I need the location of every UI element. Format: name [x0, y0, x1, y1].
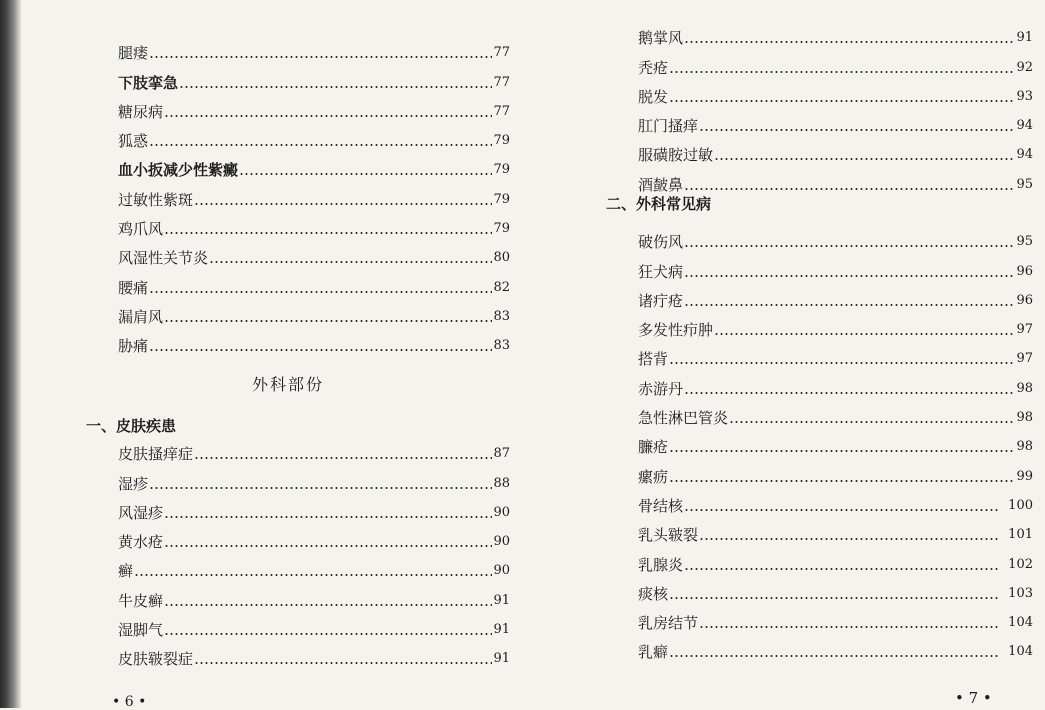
section-title: 二、外科常见病 — [606, 195, 712, 213]
dot-leader — [164, 633, 492, 635]
entry-label: 皮肤皲裂症 — [118, 650, 194, 669]
entry-page: 97 — [1016, 322, 1033, 338]
dot-leader — [164, 545, 492, 547]
entry-page: 80 — [493, 250, 510, 266]
entry-page: 91 — [1016, 30, 1033, 46]
toc-entry[interactable] — [118, 639, 510, 668]
dot-leader — [684, 188, 1015, 190]
toc-entry[interactable] — [118, 150, 510, 179]
entry-label: 皮肤搔痒症 — [118, 445, 194, 464]
toc-entry[interactable] — [638, 603, 1033, 632]
toc-entry[interactable] — [118, 463, 510, 492]
toc-entry[interactable] — [638, 47, 1033, 76]
toc-entry[interactable] — [118, 33, 510, 62]
entry-label: 乳头皲裂 — [638, 526, 699, 545]
entry-label: 鹅掌风 — [638, 29, 684, 48]
dot-leader — [714, 333, 1015, 335]
entry-label: 急性淋巴管炎 — [638, 409, 729, 428]
dot-leader — [149, 349, 492, 351]
entry-page: 88 — [493, 475, 510, 491]
dot-leader — [194, 457, 492, 459]
entry-label: 多发性疖肿 — [638, 321, 714, 340]
dot-leader — [684, 509, 999, 511]
entry-label: 破伤风 — [638, 233, 684, 252]
toc-entry[interactable] — [638, 574, 1033, 603]
entry-page: 79 — [493, 133, 510, 149]
toc-entry[interactable] — [118, 92, 510, 121]
entry-page: 91 — [493, 592, 510, 608]
left-page-section-list — [118, 434, 510, 668]
entry-label: 鸡爪风 — [118, 220, 164, 239]
entry-label: 下肢挛急 — [118, 73, 179, 92]
toc-entry[interactable] — [638, 339, 1033, 368]
entry-label: 过敏性紫斑 — [118, 190, 194, 209]
book-spine-shadow — [0, 0, 22, 708]
toc-entry[interactable] — [638, 310, 1033, 339]
dot-leader — [669, 450, 1015, 452]
entry-label: 胁痛 — [118, 337, 149, 356]
dot-leader — [669, 480, 1015, 482]
entry-label: 臁疮 — [638, 438, 669, 457]
entry-page: 90 — [493, 504, 510, 520]
entry-page: 101 — [1008, 527, 1033, 543]
entry-label: 秃疮 — [638, 58, 669, 77]
left-page-top-list — [118, 33, 510, 355]
dot-leader — [239, 173, 492, 175]
entry-label: 脱发 — [638, 87, 669, 106]
dot-leader — [669, 655, 999, 657]
dot-leader — [164, 232, 492, 234]
entry-page: 92 — [1016, 59, 1033, 75]
toc-entry[interactable] — [118, 179, 510, 208]
entry-page: 102 — [1008, 556, 1033, 572]
toc-entry[interactable] — [118, 267, 510, 296]
entry-label: 搭背 — [638, 350, 669, 369]
toc-entry[interactable] — [638, 281, 1033, 310]
entry-page: 90 — [493, 563, 510, 579]
toc-entry[interactable] — [118, 297, 510, 326]
entry-page: 93 — [1016, 88, 1033, 104]
right-page-section-list — [638, 222, 1033, 661]
entry-label: 风湿疹 — [118, 503, 164, 522]
toc-entry[interactable] — [638, 515, 1033, 544]
entry-label: 腿瘘 — [118, 44, 149, 63]
entry-label: 赤游丹 — [638, 379, 684, 398]
entry-page: 94 — [1016, 147, 1033, 163]
entry-page: 97 — [1016, 351, 1033, 367]
entry-label: 癣 — [118, 562, 134, 581]
toc-entry[interactable] — [118, 62, 510, 91]
dot-leader — [164, 516, 492, 518]
dot-leader — [194, 203, 492, 205]
toc-entry[interactable] — [118, 434, 510, 463]
toc-entry[interactable] — [638, 251, 1033, 280]
entry-page: 77 — [493, 45, 510, 61]
entry-page: 98 — [1016, 439, 1033, 455]
entry-page: 94 — [1016, 118, 1033, 134]
dot-leader — [669, 100, 1015, 102]
page-number: • 7 • — [955, 689, 992, 707]
dot-leader — [684, 245, 1015, 247]
toc-entry[interactable] — [118, 238, 510, 267]
entry-label: 血小扳减少性紫癜 — [118, 161, 239, 180]
toc-entry[interactable] — [638, 632, 1033, 661]
entry-page: 98 — [1016, 380, 1033, 396]
entry-page: 96 — [1016, 292, 1033, 308]
toc-entry[interactable] — [638, 77, 1033, 106]
entry-label: 牛皮癣 — [118, 591, 164, 610]
dot-leader — [699, 538, 999, 540]
entry-label: 糖尿病 — [118, 102, 164, 121]
toc-entry[interactable] — [118, 326, 510, 355]
dot-leader — [669, 362, 1015, 364]
entry-label: 骨结核 — [638, 496, 684, 515]
dot-leader — [684, 275, 1015, 277]
toc-entry[interactable] — [118, 493, 510, 522]
toc-entry[interactable] — [638, 164, 1033, 193]
entry-page: 90 — [493, 534, 510, 550]
entry-page: 95 — [1016, 234, 1033, 250]
toc-entry[interactable] — [638, 368, 1033, 397]
entry-label: 酒皶鼻 — [638, 175, 684, 194]
toc-entry[interactable] — [638, 135, 1033, 164]
dot-leader — [669, 597, 999, 599]
entry-label: 黄水疮 — [118, 533, 164, 552]
entry-page: 83 — [493, 338, 510, 354]
toc-entry[interactable] — [638, 398, 1033, 427]
toc-entry[interactable] — [118, 522, 510, 551]
dot-leader — [729, 421, 1015, 423]
toc-entry[interactable] — [638, 456, 1033, 485]
dot-leader — [669, 71, 1015, 73]
dot-leader — [684, 392, 1015, 394]
dot-leader — [164, 320, 492, 322]
entry-label: 腰痛 — [118, 278, 149, 297]
dot-leader — [149, 291, 492, 293]
entry-page: 79 — [493, 221, 510, 237]
entry-page: 77 — [493, 103, 510, 119]
entry-label: 湿脚气 — [118, 621, 164, 640]
entry-page: 104 — [1008, 615, 1033, 631]
entry-page: 100 — [1008, 497, 1033, 513]
entry-label: 瘰疬 — [638, 467, 669, 486]
entry-page: 83 — [493, 308, 510, 324]
entry-page: 87 — [493, 446, 510, 462]
entry-label: 狐惑 — [118, 132, 149, 151]
toc-entry[interactable] — [118, 209, 510, 238]
dot-leader — [134, 574, 492, 576]
dot-leader — [714, 158, 1015, 160]
entry-page: 95 — [1016, 176, 1033, 192]
toc-entry[interactable] — [638, 544, 1033, 573]
toc-entry[interactable] — [638, 18, 1033, 47]
entry-label: 诸疔疮 — [638, 291, 684, 310]
entry-page: 99 — [1016, 468, 1033, 484]
dot-leader — [164, 115, 492, 117]
dot-leader — [699, 626, 999, 628]
dot-leader — [149, 56, 492, 58]
dot-leader — [699, 129, 1015, 131]
toc-entry[interactable] — [118, 551, 510, 580]
entry-page: 103 — [1008, 585, 1033, 601]
toc-entry[interactable] — [638, 106, 1033, 135]
dot-leader — [149, 487, 492, 489]
entry-page: 79 — [493, 162, 510, 178]
entry-label: 乳房结节 — [638, 614, 699, 633]
dot-leader — [149, 144, 492, 146]
toc-entry[interactable] — [638, 427, 1033, 456]
dot-leader — [179, 86, 492, 88]
entry-label: 漏肩风 — [118, 307, 164, 326]
toc-entry[interactable] — [118, 580, 510, 609]
page-number: • 6 • — [112, 694, 147, 710]
entry-page: 98 — [1016, 410, 1033, 426]
dot-leader — [209, 261, 492, 263]
toc-entry[interactable] — [118, 121, 510, 150]
entry-label: 肛门搔痒 — [638, 117, 699, 136]
dot-leader — [194, 662, 492, 664]
dot-leader — [684, 568, 999, 570]
entry-label: 痰核 — [638, 584, 669, 603]
entry-page: 96 — [1016, 263, 1033, 279]
part-heading: 外科部份 — [252, 375, 325, 394]
entry-label: 乳癖 — [638, 643, 669, 662]
entry-page: 104 — [1008, 644, 1033, 660]
toc-entry[interactable] — [638, 486, 1033, 515]
entry-page: 91 — [493, 622, 510, 638]
entry-page: 77 — [493, 74, 510, 90]
toc-entry[interactable] — [118, 610, 510, 639]
entry-label: 湿疹 — [118, 474, 149, 493]
dot-leader — [164, 604, 492, 606]
entry-label: 乳腺炎 — [638, 555, 684, 574]
entry-label: 服磺胺过敏 — [638, 146, 714, 165]
dot-leader — [684, 41, 1015, 43]
entry-label: 风湿性关节炎 — [118, 249, 209, 268]
dot-leader — [684, 304, 1015, 306]
entry-label: 狂犬病 — [638, 262, 684, 281]
right-page-top-list — [638, 18, 1033, 194]
entry-page: 79 — [493, 191, 510, 207]
entry-page: 91 — [493, 651, 510, 667]
entry-page: 82 — [493, 279, 510, 295]
section-title: 一、皮肤疾患 — [86, 417, 177, 435]
toc-entry[interactable] — [638, 222, 1033, 251]
